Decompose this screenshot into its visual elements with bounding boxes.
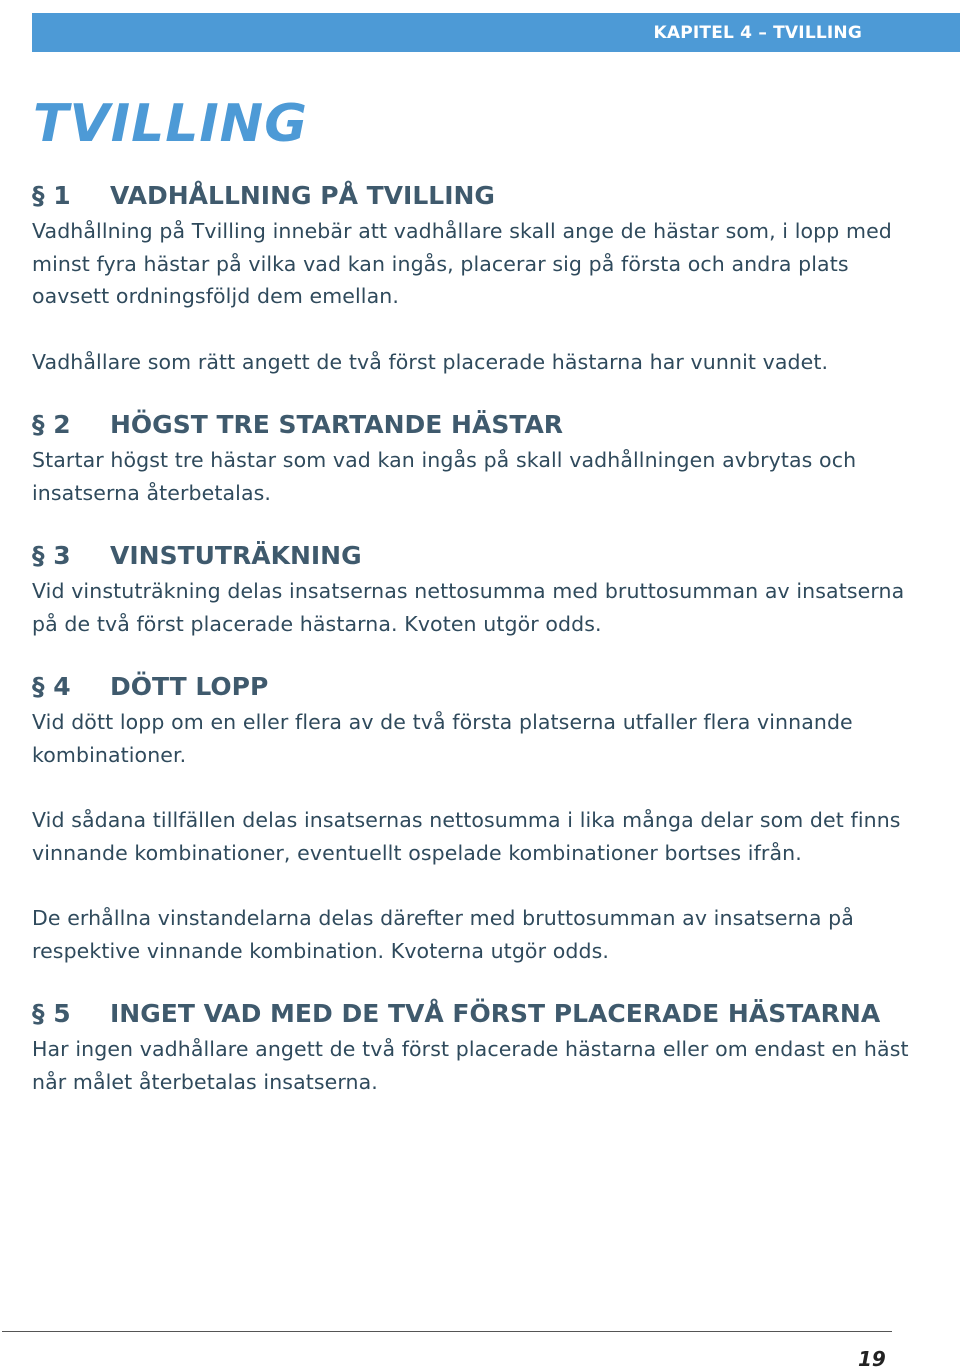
footer-divider	[2, 1331, 892, 1332]
chapter-header-bar	[32, 13, 960, 52]
section-heading	[32, 995, 912, 1033]
section-heading	[32, 537, 912, 575]
section-title: INGET VAD MED DE TVÅ FÖRST PLACERADE HÄSTARNA	[110, 999, 881, 1028]
section-title: VINSTUTRÄKNING	[110, 541, 362, 570]
paragraph: De erhållna vinstandelarna delas därefter med bruttosumman av insatserna på respektive vinnande kombination. Kvoterna utgör odds.	[32, 906, 854, 963]
section-title: HÖGST TRE STARTANDE HÄSTAR	[110, 410, 564, 439]
section-title: DÖTT LOPP	[110, 672, 269, 701]
paragraph: Vadhållare som rätt angett de två först placerade hästarna har vunnit vadet.	[32, 349, 829, 374]
section-heading	[32, 406, 912, 444]
paragraph: Vid dött lopp om en eller flera av de två första platserna utfaller flera vinnande kombinationer.	[32, 710, 853, 767]
chapter-label: KAPITEL 4 – TVILLING	[653, 23, 862, 43]
section-number: § 3	[32, 541, 71, 570]
paragraph: Har ingen vadhållare angett de två först placerade hästarna eller om endast en häst når målet återbetalas insatserna.	[32, 1037, 909, 1094]
paragraph: Vid sådana tillfällen delas insatsernas nettosumma i lika många delar som det finns vinnande kombinationer, eventuellt ospelade kombinationer bortses ifrån.	[32, 808, 901, 865]
section-number: § 5	[32, 999, 71, 1028]
section-number: § 2	[32, 410, 71, 439]
paragraph: Vid vinstuträkning delas insatsernas nettosumma med bruttosumman av insatserna på de två först placerade hästarna. Kvoten utgör odds.	[32, 579, 905, 636]
page-number: 19	[858, 1347, 886, 1371]
section-3	[32, 537, 912, 640]
section-2	[32, 406, 912, 509]
section-heading	[32, 668, 912, 706]
section-4	[32, 668, 912, 968]
section-5	[32, 995, 912, 1098]
section-number: § 4	[32, 672, 71, 701]
paragraph: Startar högst tre hästar som vad kan ingås på skall vadhållningen avbrytas och insatserna återbetalas.	[32, 448, 857, 505]
section-heading	[32, 177, 912, 215]
paragraph: Vadhållning på Tvilling innebär att vadhållare skall ange de hästar som, i lopp med minst fyra hästar på vilka vad kan ingås, placerar sig på första och andra plats oavsett ordningsföljd dem emellan.	[32, 219, 892, 309]
section-number: § 1	[32, 181, 71, 210]
section-title: VADHÅLLNING PÅ TVILLING	[110, 181, 495, 210]
page-title: TVILLING	[33, 94, 308, 154]
section-1	[32, 177, 912, 379]
